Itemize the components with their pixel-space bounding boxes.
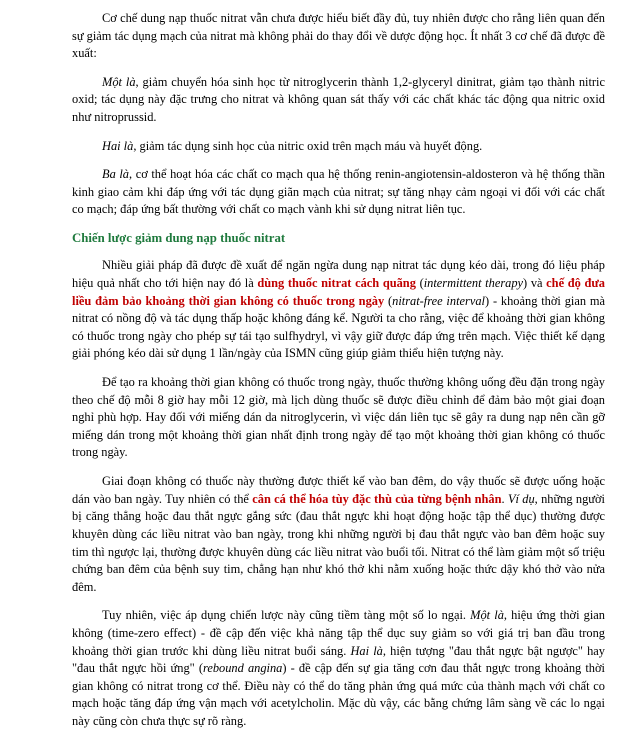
highlight-intermittent-therapy: dùng thuốc nitrat cách quãng <box>257 275 416 290</box>
term-rebound-angina: rebound angina <box>202 661 283 676</box>
mechanism-two-text: , giảm tác dụng sinh học của nitric oxid trên mạch máu và huyết động. <box>133 138 483 153</box>
paragraph-night-interval <box>72 473 605 596</box>
strategies-text-g: ( <box>384 293 393 308</box>
mechanism-three-lead: Ba là <box>102 167 130 182</box>
paragraph-dosing-schedule <box>72 374 605 462</box>
strategies-text-e: ) và <box>523 275 547 290</box>
highlight-nitrate-free-regimen: chế độ đưa liều đảm bảo khoảng thời gian không có thuốc trong ngày <box>72 275 605 308</box>
paragraph-concerns <box>72 607 605 730</box>
term-intermittent-therapy: intermittent therapy <box>423 275 524 290</box>
paragraph-strategies <box>72 257 605 363</box>
paragraph-text: Cơ chế dung nạp thuốc nitrat vẫn chưa được hiểu biết đầy đủ, tuy nhiên được cho rằng liên quan đến sự giảm tác dụng mạch của nitrat mà không phải do thay đổi về dược động học. Ít nhất 3 cơ chế đã được đề xuất: <box>72 11 605 61</box>
term-example: Ví dụ <box>507 491 535 506</box>
section-heading-strategy: Chiến lược giảm dung nạp thuốc nitrat <box>72 231 286 246</box>
mechanism-one-lead: Một là <box>102 74 136 89</box>
paragraph-mechanism-one <box>72 74 605 127</box>
mechanism-three-text: , cơ thể hoạt hóa các chất co mạch qua hệ thống renin-angiotensin-aldosteron và hệ thống thần kinh giao cảm khi đáp ứng với tác dụng giãn mạch của nitrat; sự tăng nhạy cảm ngoại vi đối với các chất co mạch; đáp ứng bất thường với chất co mạch vành khi sử dụng nitrat liên tục. <box>72 167 605 217</box>
night-interval-text-c: . <box>501 491 508 506</box>
strategies-text-a: Nhiều giải pháp đã được đề xuất để ngăn ngừa dung nạp nitrat tác dụng kéo dài, trong đó liệu pháp hiệu quả nhất cho tới hiện nay đó là <box>72 258 605 290</box>
paragraph-mechanism-intro <box>72 10 605 63</box>
paragraph-mechanism-three <box>72 166 605 219</box>
mechanism-two-lead: Hai là <box>102 138 134 153</box>
concerns-text-c: , hiệu ứng thời gian không (time-zero effect) - đề cập đến việc khả năng tập thể dục suy giảm so với giá trị ban đầu trong khoảng thời gian trước khi dùng liều nitrat buổi sáng. <box>72 608 605 658</box>
dosing-schedule-text: Để tạo ra khoảng thời gian không có thuốc trong ngày, thuốc thường không uống đều đặn trong ngày theo chế độ mỗi 8 giờ hay mỗi 12 giờ, mà lịch dùng thuốc sẽ được điều chỉnh để đảm bảo một giai đoạn nghỉ phù hợp. Hay đối với miếng dán da nitroglycerin, vì việc dán liên tục sẽ gây ra dung nạp nên cần gỡ miếng dán trong một khoảng thời gian nhất định trong ngày để tạo một khoảng thời gian không có thuốc trong ngày. <box>72 375 605 460</box>
concerns-text-e: , hiện tượng "đau thắt ngực bật ngược" hay "đau thắt ngực hồi ứng" ( <box>72 643 605 676</box>
night-interval-text-a: Giai đoạn không có thuốc này thường được thiết kế vào ban đêm, do vậy thuốc sẽ được uống hoặc dán vào ban ngày. Tuy nhiên có thể <box>72 474 605 506</box>
concern-one-lead: Một là <box>470 608 504 623</box>
term-nitrate-free-interval: nitrat-free interval <box>392 293 485 308</box>
strategies-text-c: ( <box>415 275 424 290</box>
concerns-text-a: Tuy nhiên, việc áp dụng chiến lược này cũng tiềm tàng một số lo ngại. <box>102 608 471 623</box>
mechanism-one-text: , giảm chuyển hóa sinh học từ nitroglycerin thành 1,2-glyceryl dinitrat, giảm tạo thành nitric oxid; tác dụng này đặc trưng cho nitrat và không quan sát thấy với các chất khác tác động qua nitric oxid như nitroprussid. <box>72 74 605 125</box>
concerns-text-g: ) - đề cập đến sự gia tăng cơn đau thắt ngực trong khoảng thời gian không có nitrat trong cơ thể. Điều này có thể do tăng phản ứng quá mức của thành mạch với chất co mạch hoặc tăng đáp ứng vận mạch với acetylcholin. Mặc dù vậy, các bằng chứng lâm sàng về các lo ngại này cũng còn chưa thực sự rõ ràng. <box>72 661 605 728</box>
highlight-individualization: cân cá thể hóa tùy đặc thù của từng bệnh nhân <box>252 491 502 506</box>
strategies-text-i: ) - khoảng thời gian mà nitrat có nồng độ và tác dụng thấp hoặc không đáng kể. Người ta cho rằng, việc để khoảng thời gian không có thuốc trong ngày cho phép sự tái tạo sulfhydryl, vì vậy giữ được đáp ứng trên mạch. Việc thiết kế dạng giải phóng kéo dài sử dụng 1 lần/ngày của ISMN cũng giúp giảm thiểu hiện tượng này. <box>72 293 605 361</box>
night-interval-text-e: , những người bị căng thẳng hoặc đau thắt ngực gắng sức (đau thắt ngực khi hoạt động hoặc tập thể dục) thường được khuyên dùng các liều nitrat vào ban ngày, trong khi những người bị đau thắt ngực vào ban đêm hoặc suy tim thì ngược lại, thường được khuyên dùng các liều nitrat vào buổi tối. Nitrat có thể làm giảm một số triệu chứng ban đêm của bệnh suy tim, chẳng hạn như khó thở khi nằm xuống hoặc thức dậy khó thở vào nửa đêm. <box>72 491 606 594</box>
paragraph-mechanism-two <box>72 138 605 156</box>
concern-two-lead: Hai là <box>350 643 383 658</box>
